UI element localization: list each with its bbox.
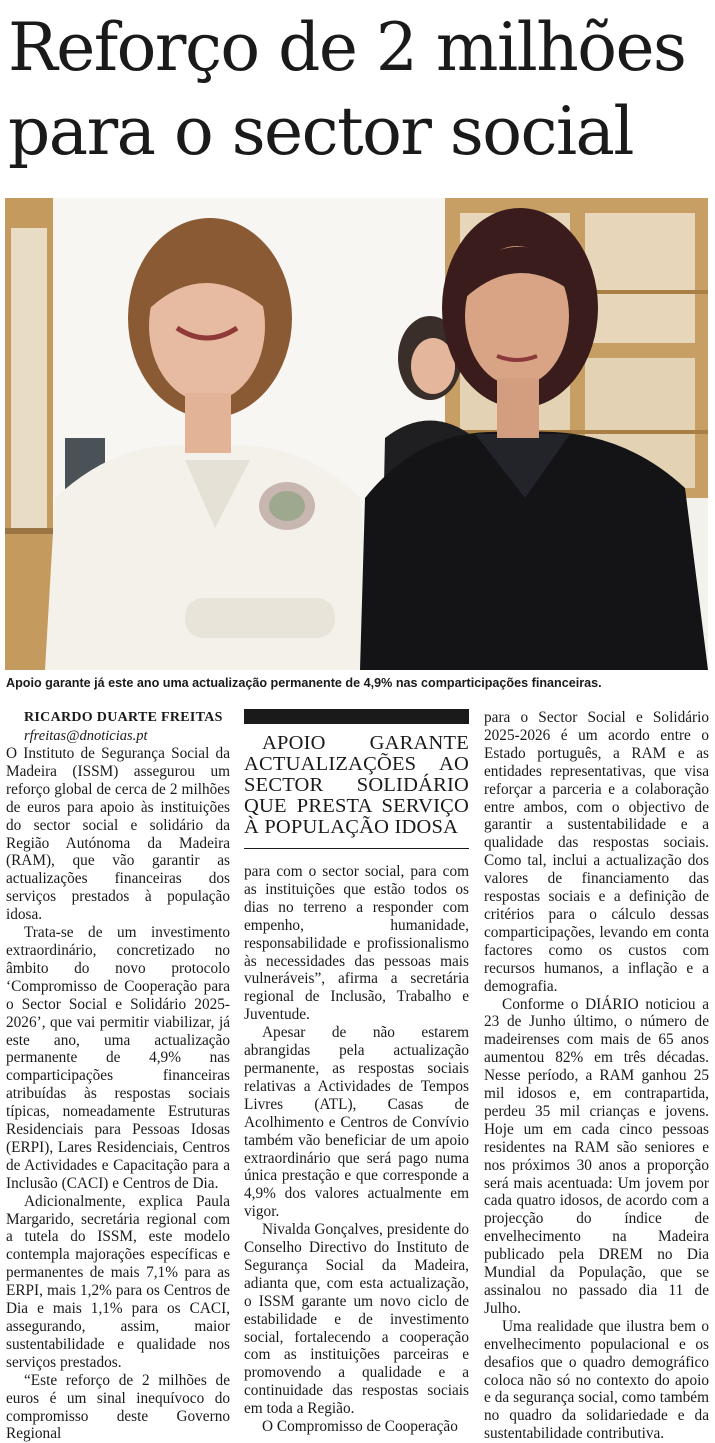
pull-quote: APOIO GARANTE ACTUALIZAÇÕES AO SECTOR SOLIDÁRIO QUE PRESTA SERVIÇO À POPULAÇÃO IDOSA (244, 732, 469, 838)
paragraph: Nivalda Gonçalves, presidente do Conselho Directivo do Instituto de Segurança Social da Madeira, adianta que, com esta actualização, o ISSM garante um novo ciclo de estabilidade e de investimento social, fortalecendo a cooperação com as instituições parceiras e promovendo a qualidade e a continuidade das respostas sociais em toda a Região. (244, 1221, 469, 1418)
paragraph: O Instituto de Segurança Social da Madeira (ISSM) assegurou um reforço global de cerca de 2 milhões de euros para apoio às instituições do sector social e solidário da Região Autónoma da Madeira (RAM), que vão garantir as actualizações financeiras dos serviços prestados à população idosa. (6, 745, 230, 924)
author-email: rfreitas@dnoticias.pt (24, 728, 148, 744)
byline: RICARDO DUARTE FREITAS (24, 710, 223, 725)
pull-quote-rule (244, 848, 469, 849)
article-photo (5, 198, 708, 670)
paragraph: para com o sector social, para com as instituições que estão todos os dias no terreno a responder com empenho, humanidade, responsabilidade e profissionalismo às necessidades das pessoas mais vulneráveis”, afirma a secretária regional de Inclusão, Trabalho e Juventude. (244, 863, 469, 1024)
paragraph: O Compromisso de Cooperação (262, 1418, 458, 1436)
article-column-2 (244, 709, 469, 1436)
headline-line-2: para o sector social (8, 93, 634, 170)
headline (8, 6, 708, 174)
article-column-1 (6, 709, 230, 1443)
pull-quote-bar (244, 709, 469, 724)
paragraph: para o Sector Social e Solidário 2025-2026 é um acordo entre o Estado português, a RAM e as entidades representativas, que visa reforçar a parceria e a colaboração entre ambos, com o objectivo de garantir a sustentabilidade e a qualidade das respostas sociais. Como tal, inclui a actualização dos valores de financiamento das respostas sociais e a definição de critérios para o cálculo dessas comparticipações, levando em conta factores como os custos com recursos humanos, a inflação e a demografia. (484, 709, 709, 995)
headline-line-1: Reforço de 2 milhões (8, 9, 686, 86)
photo-caption: Apoio garante já este ano uma actualização permanente de 4,9% nas comparticipações financeiras. (6, 676, 602, 690)
paragraph: Adicionalmente, explica Paula Margarido, secretária regional com a tutela do ISSM, este modelo contempla majorações específicas e permanentes de mais 7,1% para as ERPI, mais 1,2% para os Centros de Dia e mais 1,1% para os CACI, assegurando, assim, maior sustentabilidade e qualidade nos serviços prestados. (6, 1192, 230, 1371)
paragraph: Uma realidade que ilustra bem o envelhecimento populacional e os desafios que o quadro demográfico coloca não só no contexto do apoio e da segurança social, como também no quadro da solidariedade e da sustentabilidade contributiva. (484, 1317, 709, 1443)
paragraph: “Este reforço de 2 milhões de euros é um sinal inequívoco do compromisso deste Governo Regional (6, 1371, 230, 1443)
paragraph: Apesar de não estarem abrangidas pela actualização permanente, as respostas sociais relativas a Actividades de Tempos Livres (ATL), Casas de Acolhimento e Centros de Convívio também vão beneficiar de um apoio extraordinário que será pago numa única prestação e que corresponde a 4,9% dos valores actualmente em vigor. (244, 1024, 469, 1221)
paragraph: Conforme o DIÁRIO noticiou a 23 de Junho último, o número de madeirenses com mais de 65 anos aumentou 82% em três décadas. Nesse período, a RAM ganhou 25 mil idosos e, em contrapartida, perdeu 35 mil crianças e jovens. Hoje um em cada cinco pessoas residentes na RAM são seniores e nos próximos 30 anos a proporção será mais acentuada: Um jovem por cada quatro idosos, de acordo com a projecção do índice de envelhecimento na Madeira publicado pela DREM no Dia Mundial da População, que se assinalou no passado dia 11 de Julho. (484, 995, 709, 1317)
article-column-3 (484, 709, 709, 1443)
paragraph: Trata-se de um investimento extraordinário, concretizado no âmbito do novo protocolo ‘Compromisso de Cooperação para o Sector Social e Solidário 2025-2026’, que vai permitir viabilizar, já este ano, uma actualização permanente de 4,9% nas comparticipações financeiras atribuídas às respostas sociais típicas, nomeadamente Estruturas Residenciais para Pessoas Idosas (ERPI), Lares Residenciais, Centros de Actividades e Capacitação para a Inclusão (CACI) e Centros de Dia. (6, 924, 230, 1192)
